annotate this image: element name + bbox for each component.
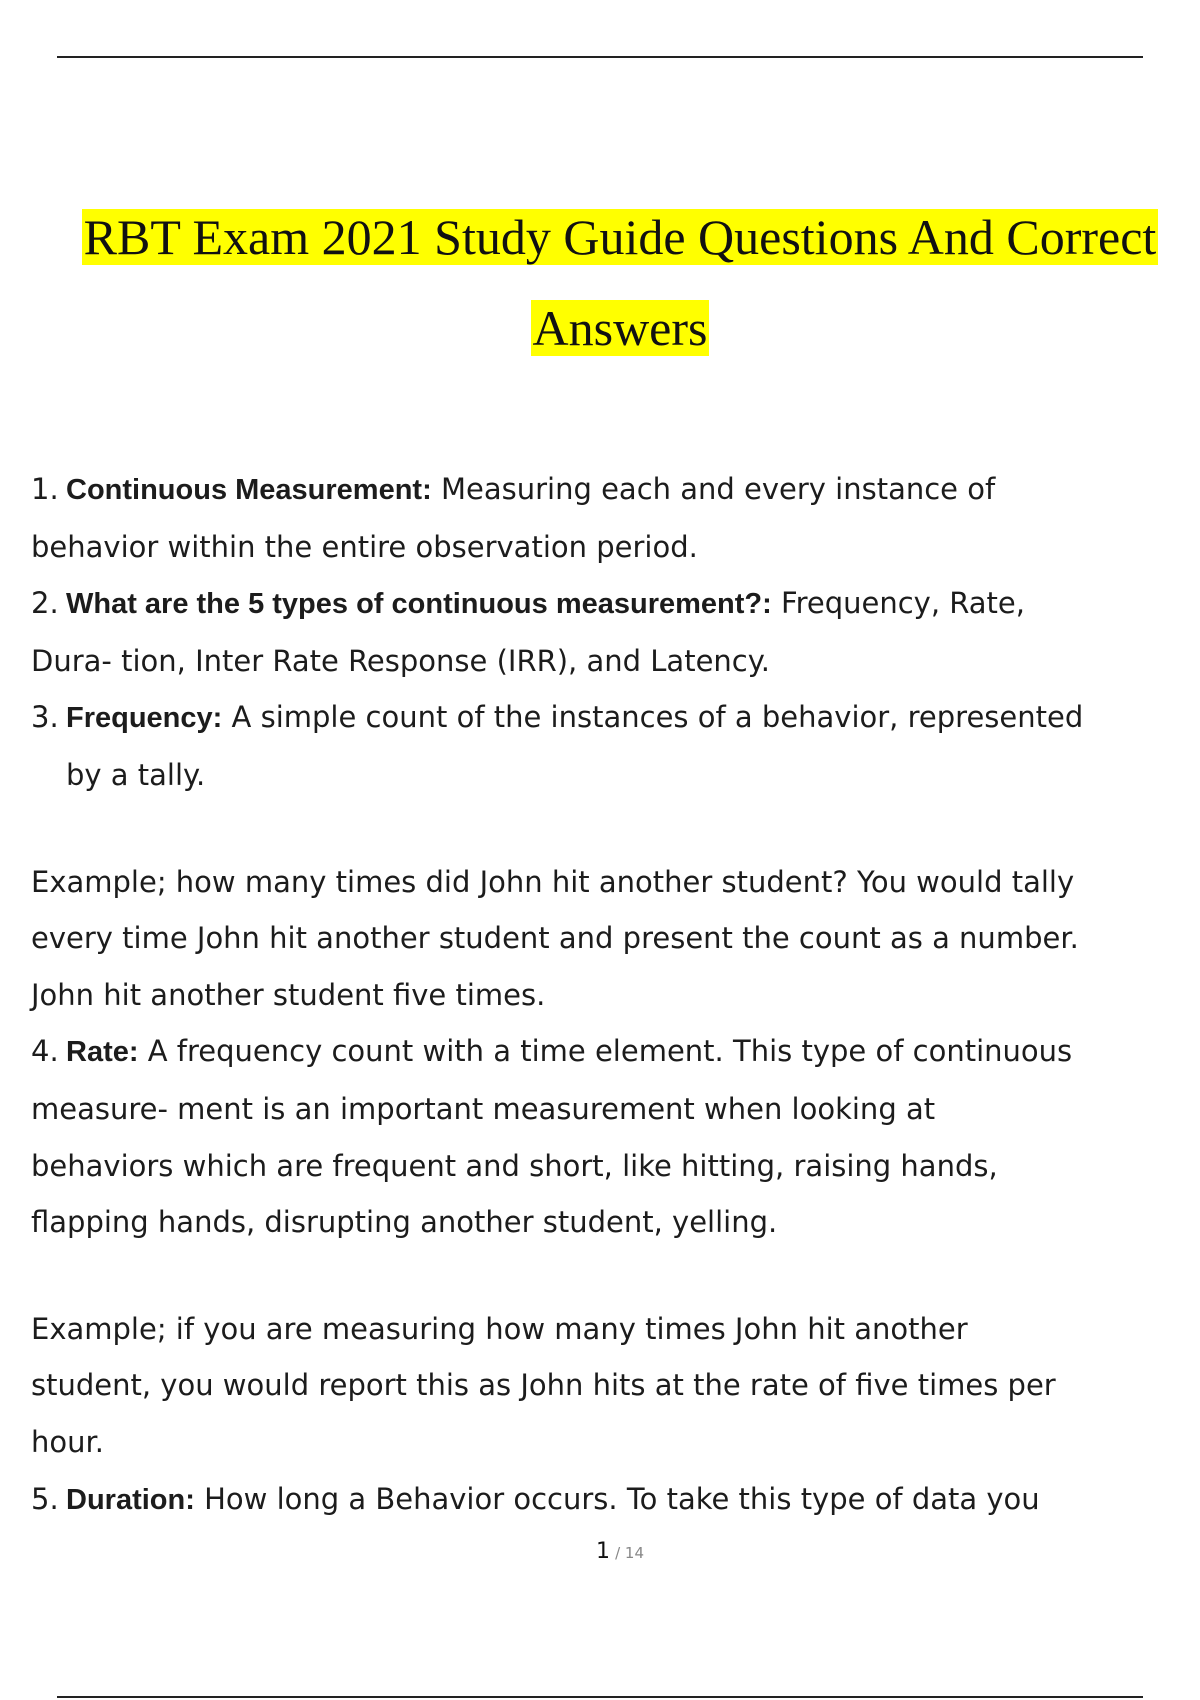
example-line: every time John hit another student and present the count as a number.: [31, 921, 1079, 956]
item-text: Frequency, Rate,: [771, 586, 1025, 621]
item-number: 2.: [31, 586, 59, 621]
item-number: 3.: [31, 700, 59, 735]
header-rule: [57, 56, 1143, 58]
item-text: A frequency count with a time element. This type of continuous: [138, 1034, 1073, 1069]
list-item: [31, 1471, 1200, 1529]
example-paragraph: [31, 854, 1200, 1024]
item-text: behavior within the entire observation period.: [31, 529, 698, 564]
list-item: [31, 575, 1200, 689]
title-line-2: Answers: [532, 300, 708, 356]
item-text: behaviors which are frequent and short, like hitting, raising hands,: [31, 1148, 998, 1183]
item-term: Continuous Measurement:: [66, 474, 432, 506]
example-line: John hit another student five times.: [31, 977, 546, 1012]
list-item: [31, 1023, 1200, 1250]
list-item: [31, 461, 1200, 575]
item-text: Measuring each and every instance of: [431, 472, 996, 506]
total-pages: / 14: [615, 1544, 644, 1562]
example-line: student, you would report this as John hits at the rate of five times per: [31, 1368, 1056, 1403]
current-page: 1: [595, 1539, 610, 1564]
item-text: flapping hands, disrupting another student, yelling.: [31, 1205, 778, 1240]
item-text: by a tally.: [66, 757, 206, 792]
item-number: 4.: [31, 1034, 59, 1069]
item-number: 5.: [31, 1481, 59, 1516]
page-indicator: [0, 1539, 1200, 1564]
item-term: Duration:: [66, 1483, 195, 1516]
item-text: Dura- tion, Inter Rate Response (IRR), and Latency.: [31, 643, 770, 678]
example-line: hour.: [31, 1424, 104, 1459]
item-term: Rate:: [66, 1036, 139, 1069]
list-item: [31, 689, 1200, 803]
example-line: Example; how many times did John hit another student? You would tally: [31, 864, 1075, 899]
footer-rule: [57, 1696, 1143, 1698]
item-text: measure- ment is an important measurement when looking at: [31, 1091, 936, 1126]
item-number: 1.: [31, 472, 59, 506]
item-text: A simple count of the instances of a behavior, represented: [222, 700, 1084, 735]
item-text: How long a Behavior occurs. To take this type of data you: [194, 1481, 1040, 1516]
item-term: What are the 5 types of continuous measurement?:: [66, 588, 772, 621]
title-line-1: RBT Exam 2021 Study Guide Questions And Correct: [83, 209, 1157, 265]
item-term: Frequency:: [66, 702, 223, 735]
document-title: [0, 192, 1200, 374]
example-line: Example; if you are measuring how many times John hit another: [31, 1311, 968, 1346]
example-paragraph: [31, 1301, 1200, 1471]
document-body: [31, 461, 1200, 1528]
